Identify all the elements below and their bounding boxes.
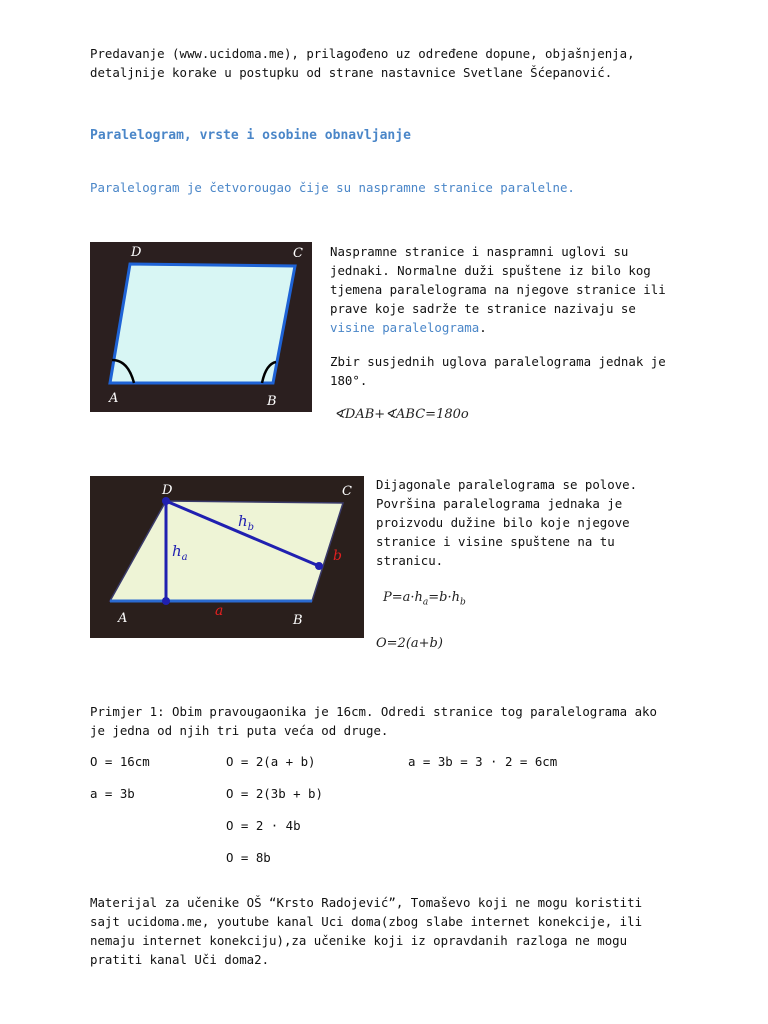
solution-column-1 (90, 752, 150, 816)
perimeter-formula: O=2(a+b) (376, 636, 443, 651)
area-line-1: Dijagonale paralelograma se polove. (376, 477, 638, 492)
vertex-label-b: B (267, 394, 277, 409)
properties-line-3: tjemena paralelograma na njegove stranice ili (330, 282, 666, 297)
solution-column-2 (226, 752, 323, 880)
vertex-label-d: D (131, 245, 142, 260)
solution-step: O = 2(a + b) (226, 754, 316, 769)
vertex-label-a: A (109, 391, 119, 406)
area-line-4: stranice i visine spuštene na tu (376, 534, 615, 549)
solution-step: O = 16cm (90, 754, 150, 769)
area-line-5: stranicu. (376, 553, 444, 568)
intro-paragraph (90, 44, 730, 82)
angle-sum-formula: ∢DAB+∢ABC=180o (334, 407, 469, 422)
footer-line-2: sajt ucidoma.me, youtube kanal Uci doma(zbog slabe internet konekcije, ili (90, 914, 643, 929)
area-formula: $P=a\cdot h_a=b\cdot h_b$ (383, 590, 466, 608)
vertex-label-d: D (162, 483, 173, 498)
height-label-hb: $h_b$ (238, 512, 255, 533)
diagonals-area-text (376, 475, 706, 570)
properties-line-1: Naspramne stranice i naspramni uglovi su (330, 244, 629, 259)
solution-step: O = 8b (226, 850, 271, 865)
vertex-label-c: C (293, 246, 303, 261)
angle-sum-line-2: 180°. (330, 373, 368, 388)
solution-column-3 (408, 752, 557, 784)
solution-step: O = 2 · 4b (226, 818, 301, 833)
properties-line-4: prave koje sadrže te stranice nazivaju se (330, 301, 636, 316)
properties-text (330, 242, 690, 337)
altitude-link[interactable]: visine paralelograma (330, 320, 480, 335)
vertex-label-c: C (342, 484, 352, 499)
parallelogram-figure (90, 242, 312, 412)
vertex-label-b: B (293, 613, 303, 628)
angle-sum-line-1: Zbir susjednih uglova paralelograma jednak je (330, 354, 666, 369)
height-label-ha: $h_a$ (172, 542, 188, 563)
footer-line-1: Materijal za učenike OŠ “Krsto Radojević”, Tomaševo koji ne mogu koristiti (90, 895, 643, 910)
footer-line-3: nemaju internet konekciju),za učenike koji iz opravdanih razloga ne mogu (90, 933, 628, 948)
section-heading: Paralelogram, vrste i osobine obnavljanje (90, 128, 411, 143)
area-figure (90, 476, 364, 638)
definition-text: Paralelogram je četvorougao čije su naspramne stranice paralelne. (90, 180, 575, 195)
example-line-2: je jedna od njih tri puta veća od druge. (90, 723, 389, 738)
solution-step: a = 3b = 3 · 2 = 6cm (408, 754, 558, 769)
intro-line-1: Predavanje (www.ucidoma.me), prilagođeno uz određene dopune, objašnjenja, (90, 46, 635, 61)
footer-line-4: pratiti kanal Uči doma2. (90, 952, 270, 967)
solution-step: a = 3b (90, 786, 135, 801)
area-line-2: Površina paralelograma jednaka je (376, 496, 623, 511)
example-line-1: Primjer 1: Obim pravougaonika je 16cm. Odredi stranice tog paralelograma ako (90, 704, 657, 719)
area-line-3: proizvodu dužine bilo koje njegove (376, 515, 630, 530)
side-label-b: b (333, 548, 342, 564)
side-label-a: a (215, 603, 224, 619)
angle-sum-text (330, 352, 690, 390)
properties-period: . (479, 320, 487, 335)
example-problem (90, 702, 730, 740)
footer-note (90, 893, 750, 969)
properties-line-2: jednaki. Normalne duži spuštene iz bilo kog (330, 263, 651, 278)
solution-step: O = 2(3b + b) (226, 786, 323, 801)
intro-line-2: detaljnije korake u postupku od strane nastavnice Svetlane Šćepanović. (90, 65, 613, 80)
vertex-label-a: A (118, 611, 128, 626)
